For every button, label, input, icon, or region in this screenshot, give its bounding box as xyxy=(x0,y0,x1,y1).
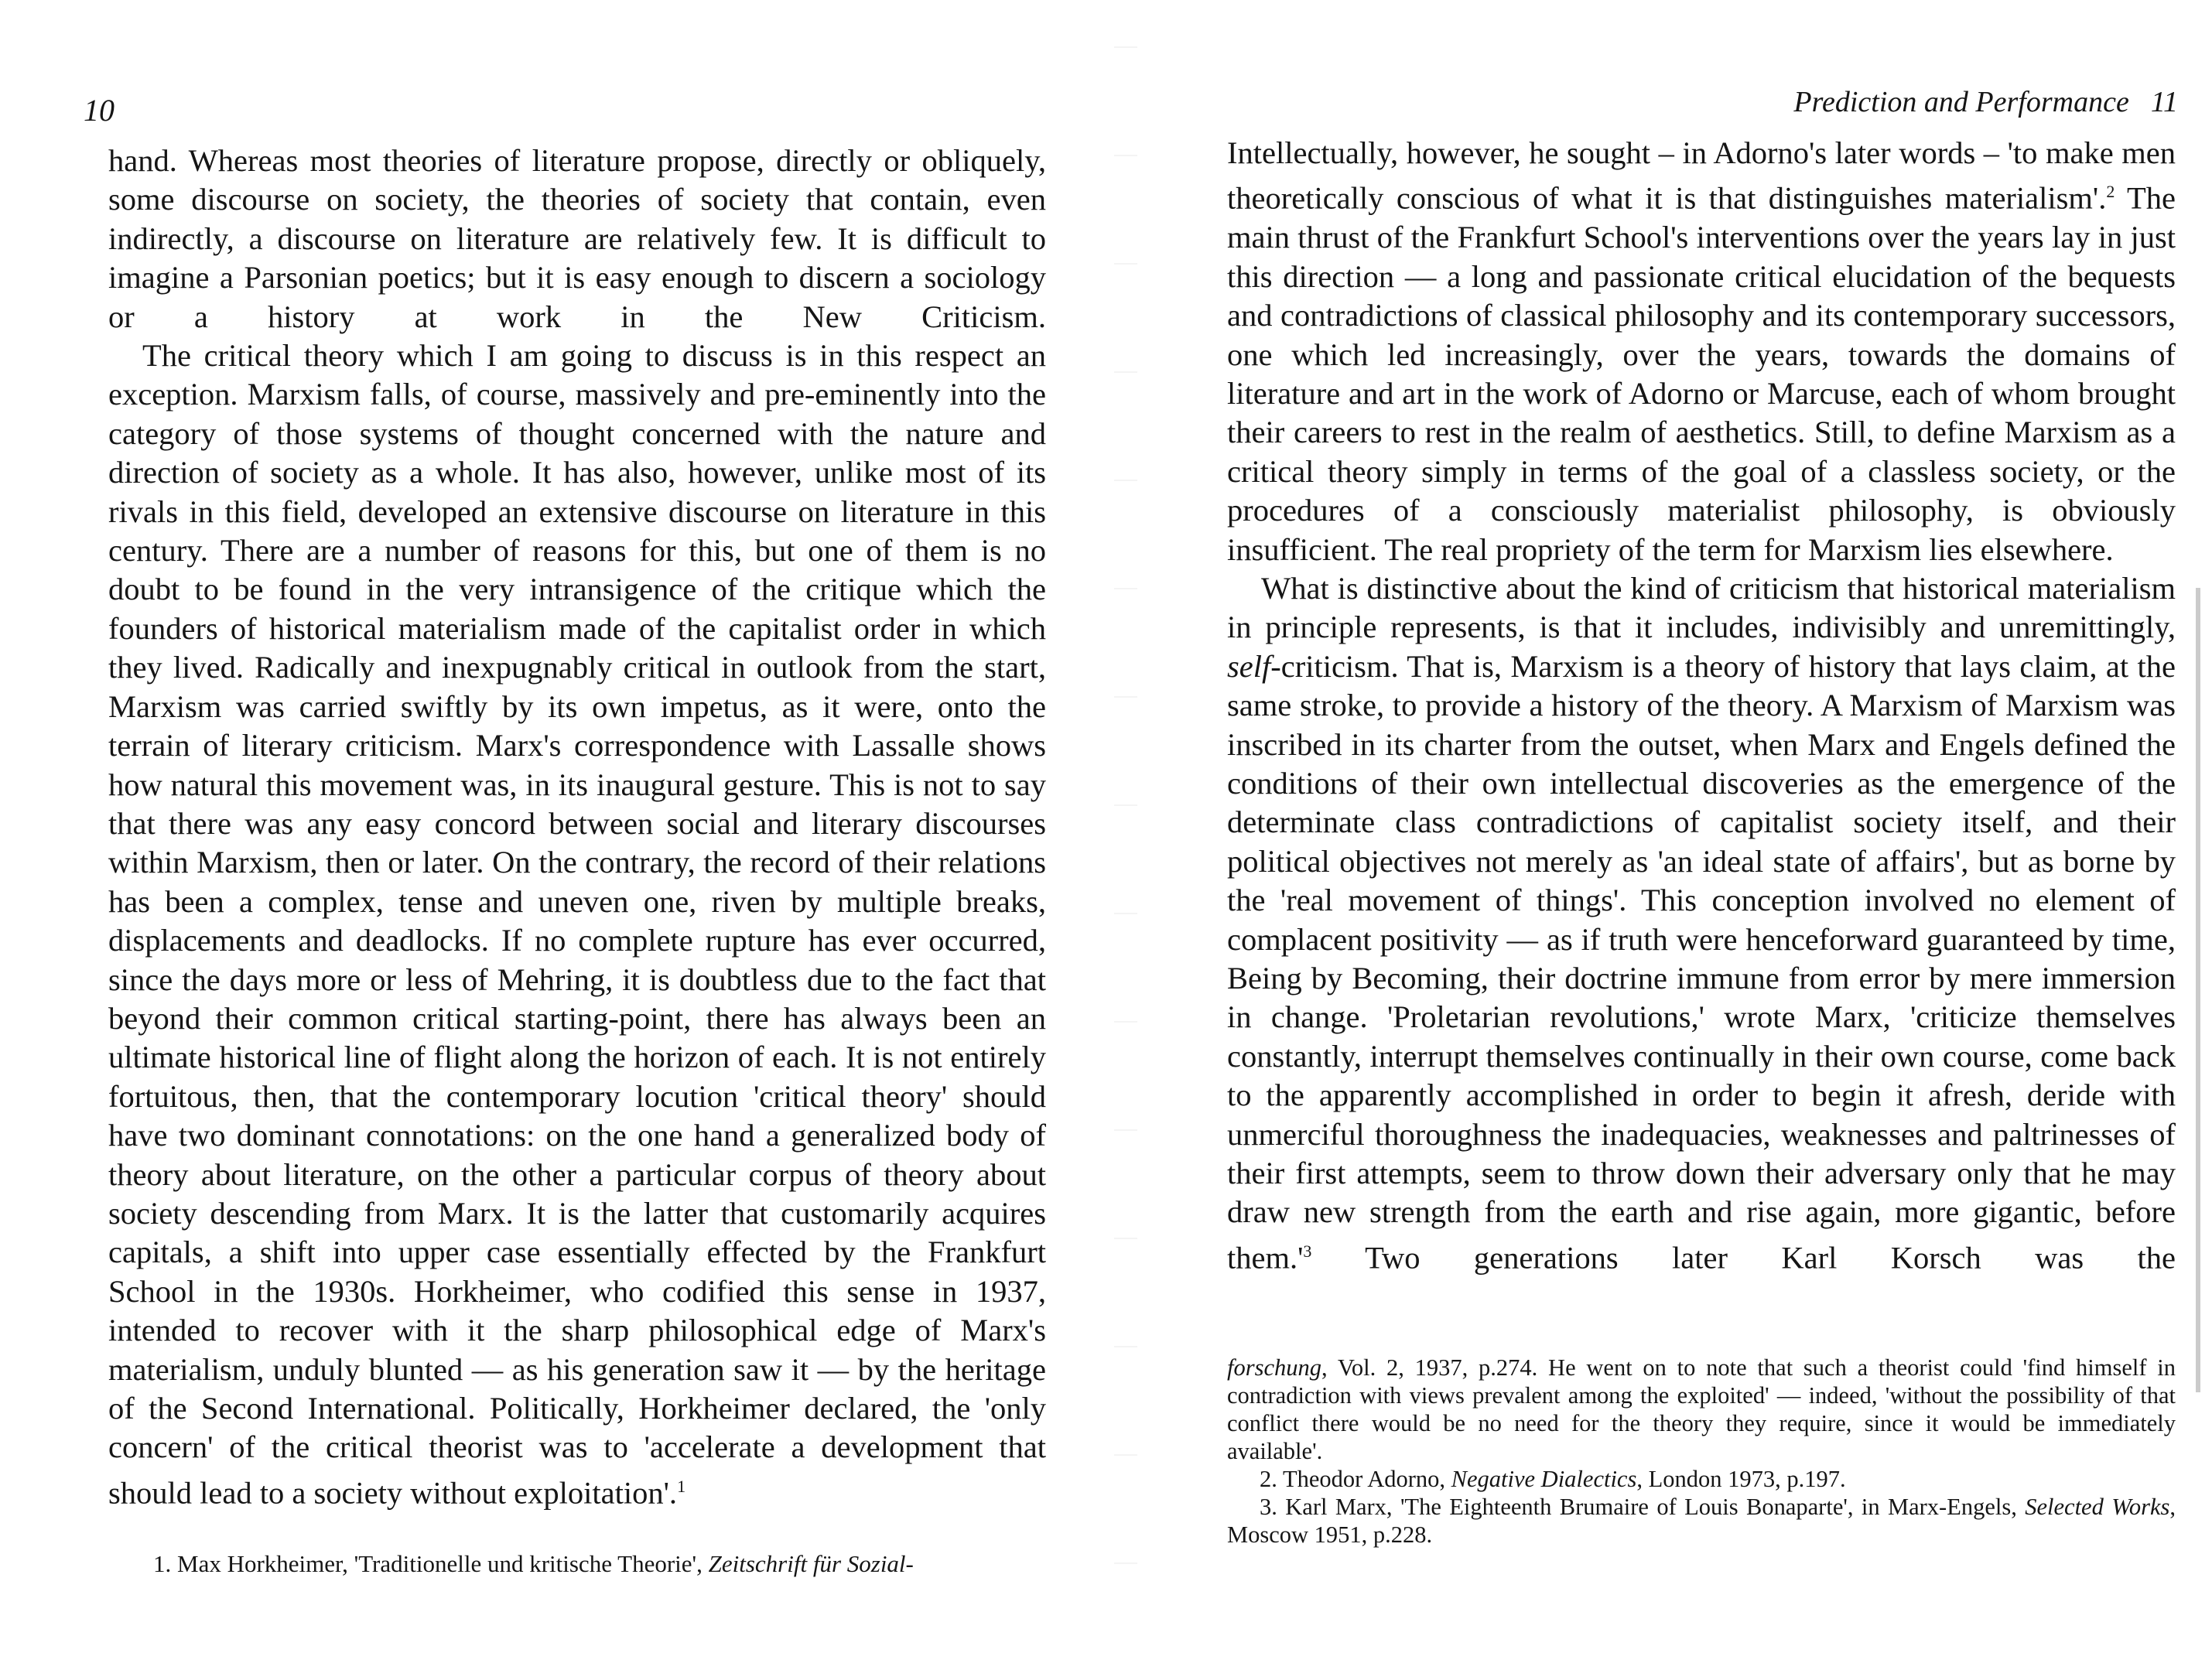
footnote-2 xyxy=(1227,1465,2176,1493)
footnote-1-continuation xyxy=(1227,1354,2176,1465)
left-paragraph-1: hand. Whereas most theories of literature propose, directly or obliquely, some discourse on society, the theories of society that contain, even indirectly, a discourse on literature are relatively few. It is difficult to imagine a Parsonian poetics; but it is easy enough to discern a sociology or a history at work in the New Criticism. xyxy=(108,143,1046,334)
right-paragraph-2-self: self xyxy=(1227,648,1271,684)
footnote-2-text-b: , London 1973, p.197. xyxy=(1636,1466,1846,1492)
page-number-left: 10 xyxy=(84,93,115,128)
page-number-right: 11 xyxy=(2150,86,2178,118)
left-paragraph-2-text: The critical theory which I am going to discuss is in this respect an exception. Marxism falls, of course, massively and pre-eminently into the category of those systems of thought concerned with the nature and direction of society as a whole. It has also, however, unlike most of its rivals in this field, developed an extensive discourse on literature in this century. There are a number of reasons for this, but one of them is no doubt to be found in the very intransigence of the critique which the founders of historical materialism made of the capitalist order in which they lived. Radically and inexpugnably critical in outlook from the start, Marxism was carried swiftly by its own impetus, as it were, onto the terrain of literary criticism. Marx's correspondence with Lassalle shows how natural this movement was, in its inaugural gesture. This is not to say that there was any easy concord between social and literary discourses within Marxism, then or later. On the contrary, the record of their relations has been a complex, tense and uneven one, riven by multiple breaks, displacements and deadlocks. If no complete rupture has ever occurred, since the days more or less of Mehring, it is doubtless due to the fact that beyond their common critical starting-point, there has always been an ultimate historical line of flight along the horizon of each. It is not entirely fortuitous, then, that the contemporary locution 'critical theory' should have two dominant connotations: on the one hand a generalized body of theory about literature, on the other a particular corpus of theory about society descending from Marx. It is the latter that customarily acquires capitals, a shift into upper case essentially effected by the Frankfurt School in the 1930s. Horkheimer, who codified this sense in 1937, intended to recover with it the sharp philosophical edge of Marx's materialism, unduly blunted — as his generation saw it — by the heritage of the Second International. Politically, Horkheimer declared, the 'only concern' of the critical theorist was to 'accelerate a development that should lead to a society without exploitation'. xyxy=(108,338,1046,1511)
running-head xyxy=(1793,81,2178,123)
left-body-text xyxy=(108,142,1046,1513)
right-paragraph-2 xyxy=(1227,569,2176,1278)
footnote-2-title: Negative Dialectics xyxy=(1451,1466,1637,1492)
left-paragraph-2 xyxy=(108,336,1046,1513)
right-footnotes xyxy=(1227,1354,2176,1549)
right-paragraph-2-text-a: What is distinctive about the kind of criticism that historical materialism in principle represents, is that it includes, indivisibly and unremittingly, xyxy=(1227,570,2176,645)
footnote-3-text-a: 3. Karl Marx, 'The Eighteenth Brumaire of Louis Bonaparte', in Marx-Engels, xyxy=(1260,1494,2026,1520)
footnote-3 xyxy=(1227,1493,2176,1549)
footnote-marker-2: 2 xyxy=(2106,182,2115,202)
right-body-text xyxy=(1227,134,2176,1278)
footnote-marker-1: 1 xyxy=(677,1476,686,1496)
footnote-3-text-b: , Moscow 1951, p.228. xyxy=(1227,1494,2176,1548)
right-paragraph-1-text-a: Intellectually, however, he sought – in Adorno's later words – 'to make men theoretically conscious of what it is that distinguishes materialism'. xyxy=(1227,135,2176,216)
footnote-marker-3: 3 xyxy=(1303,1241,1312,1261)
right-paragraph-1 xyxy=(1227,134,2176,569)
left-footnote-1 xyxy=(108,1549,1046,1579)
right-paragraph-1-text-b: The main thrust of the Frankfurt School's interventions over the years lay in just this direction — a long and passionate critical elucidation of the bequests and contradictions of classical philosophy and its contemporary successors, one which led increasingly, over the years, towards the domains of literature and art in the work of Adorno or Marcuse, each of whom brought their careers to rest in the realm of aesthetics. Still, to define Marxism as a critical theory simply in terms of the goal of a classless society, or the procedures of a consciously materialist philosophy, is obviously insufficient. The real propriety of the term for Marxism lies elsewhere. xyxy=(1227,180,2176,567)
footnote-1-text: Max Horkheimer, 'Traditionelle und kritische Theorie', xyxy=(177,1550,709,1577)
right-paragraph-2-text-c: Two generations later Karl Korsch was the xyxy=(1311,1240,2176,1276)
footnote-1-continuation-text: , Vol. 2, 1937, p.274. He went on to note that such a theorist could 'find himself in contradiction with views prevalent among the exploited' — indeed, 'without the possibility of that conflict there would be no need for the theory they require, since it would be immediately available'. xyxy=(1227,1354,2176,1464)
footnote-1-number: 1. xyxy=(153,1550,172,1577)
footnote-1-continuation-italic: forschung xyxy=(1227,1354,1321,1381)
scan-edge-mark xyxy=(2196,588,2200,1392)
footnote-2-text-a: 2. Theodor Adorno, xyxy=(1260,1466,1451,1492)
footnote-3-title: Selected Works xyxy=(2025,1494,2170,1520)
footnote-1-journal: Zeitschrift für Sozial- xyxy=(708,1550,914,1577)
right-paragraph-2-text-b: -criticism. That is, Marxism is a theory of history that lays claim, at the same stroke, to provide a history of the theory. A Marxism of Marxism was inscribed in its charter from the outset, when Marx and Engels defined the conditions of their own intellectual discoveries as the emergence of the determinate class contradictions of capitalist society itself, and their political objectives not merely as 'an ideal state of affairs', but as borne by the 'real movement of things'. This conception involved no element of complacent positivity — as if truth were henceforward guaranteed by time, Being by Becoming, their doctrine immune from error by mere immersion in change. 'Proletarian revolutions,' wrote Marx, 'criticize themselves constantly, interrupt themselves continually in their own course, come back to the apparently accomplished in order to begin it afresh, deride with unmerciful thoroughness the inadequacies, weaknesses and paltrinesses of their first attempts, seem to throw down their adversary only that he may draw new strength from the earth and rise again, more gigantic, before them.' xyxy=(1227,648,2176,1276)
running-head-title: Prediction and Performance xyxy=(1793,86,2129,118)
